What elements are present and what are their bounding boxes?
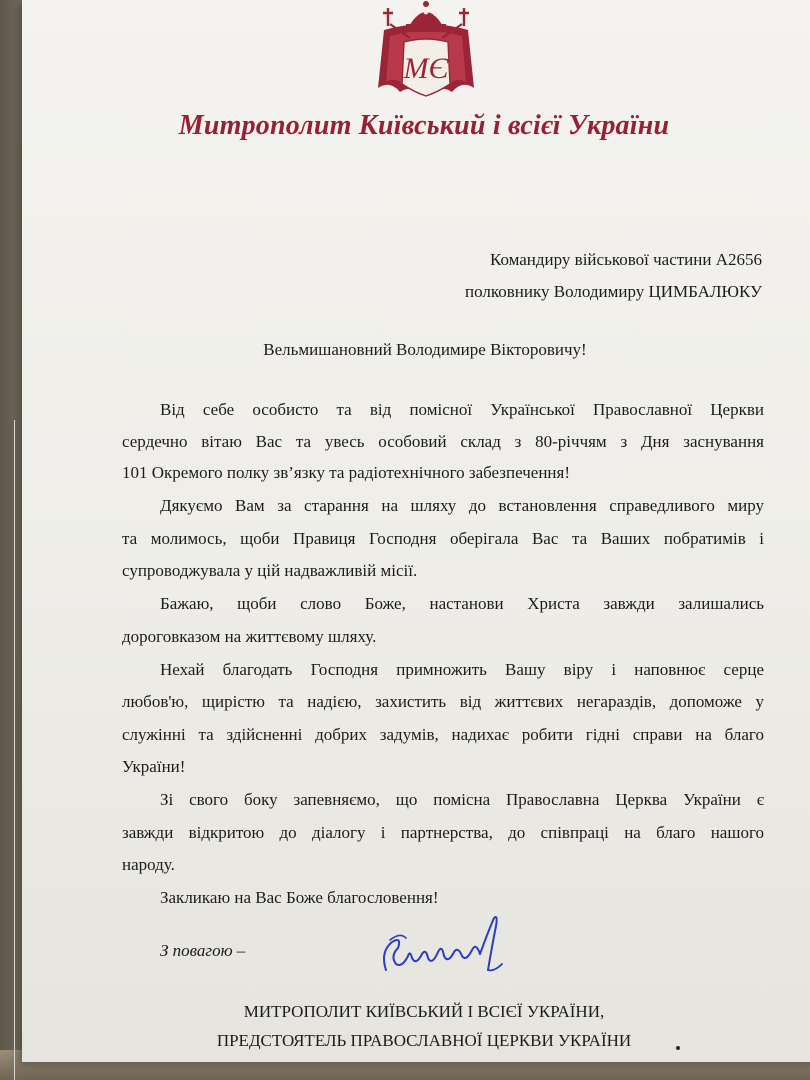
signatory-title: ПРЕДСТОЯТЕЛЬ ПРАВОСЛАВНОЇ ЦЕРКВИ УКРАЇНИ: [216, 1031, 632, 1050]
salutation: Вельмишановний Володимире Вікторовичу!: [263, 340, 587, 359]
closing-phrase: З повагою –: [160, 941, 246, 960]
handwritten-signature: [376, 912, 516, 982]
body-line: завжди відкритою до діалогу і партнерства, до співпраці на благо нашого: [122, 823, 764, 842]
letterhead-title: Митрополит Київський і всієї України: [178, 110, 670, 141]
body-line: любов'ю, щирістю та надією, захистить від життєвих негараздів, допоможе у: [122, 692, 764, 711]
body-line: сердечно вітаю Вас та увесь особовий склад з 80-річчям з Дня заснування: [122, 432, 764, 451]
under-sheet-edge: [14, 420, 25, 1080]
body-line: Дякуємо Вам за старання на шляху до встановлення справедливого миру: [160, 496, 764, 515]
body-line: Закликаю на Вас Боже благословення!: [160, 888, 439, 907]
signatory-title: МИТРОПОЛИТ КИЇВСЬКИЙ І ВСІЄЇ УКРАЇНИ,: [243, 1002, 605, 1021]
body-line: служінні та здійсненні добрих задумів, надихає робити гідні справи на благо: [122, 725, 764, 744]
svg-text:МЄ: МЄ: [403, 52, 449, 85]
recipient-line: Командиру військової частини А2656: [489, 250, 762, 269]
coat-of-arms-icon: [374, 0, 478, 106]
body-line: супроводжувала у цій надважливій місії.: [122, 561, 418, 580]
body-line: дороговказом на життєвому шляху.: [122, 627, 377, 646]
body-line: народу.: [122, 855, 175, 874]
ink-dot: [676, 1046, 680, 1050]
body-line: України!: [122, 757, 186, 776]
body-line: Бажаю, щоби слово Боже, настанови Христа завжди залишались: [160, 594, 764, 613]
recipient-line: полковнику Володимиру ЦИМБАЛЮКУ: [464, 282, 762, 301]
body-line: Від себе особисто та від помісної Української Православної Церкви: [160, 400, 764, 419]
body-line: та молимось, щоби Правиця Господня оберігала Вас та Ваших побратимів і: [122, 529, 764, 548]
body-line: Нехай благодать Господня примножить Вашу віру і наповнює серце: [160, 660, 764, 679]
body-line: 101 Окремого полку зв’язку та радіотехнічного забезпечення!: [122, 463, 571, 482]
body-line: Зі свого боку запевняємо, що помісна Православна Церква України є: [160, 790, 764, 809]
